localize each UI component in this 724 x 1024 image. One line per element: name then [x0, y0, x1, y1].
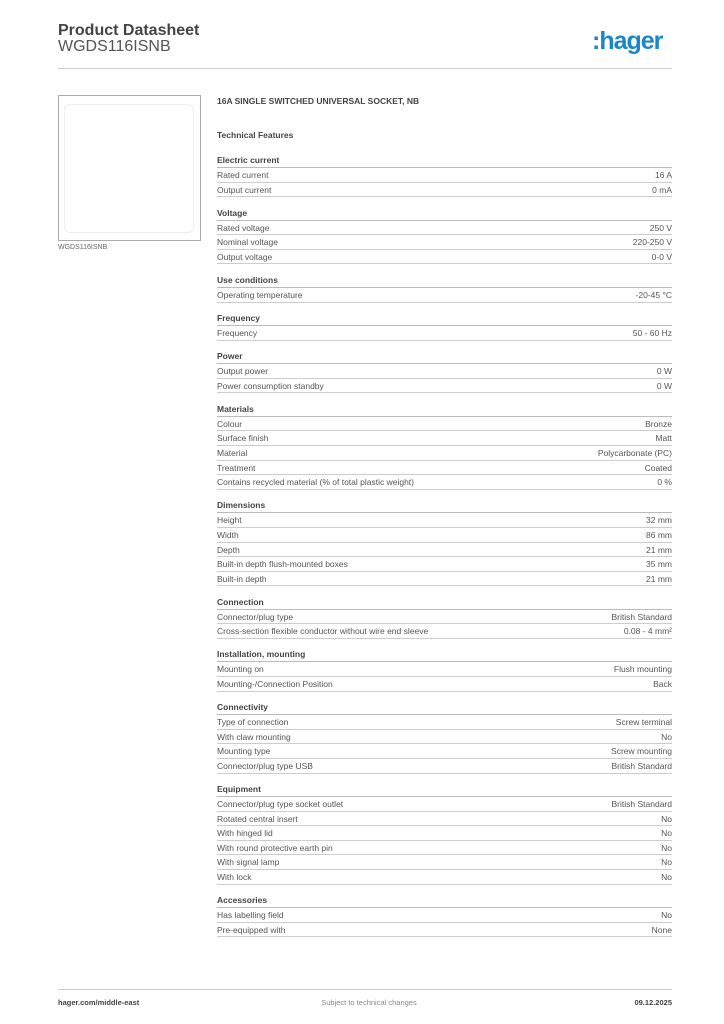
spec-label: With round protective earth pin [217, 842, 333, 853]
spec-value: British Standard [611, 760, 672, 771]
spec-value: Coated [644, 462, 672, 473]
spec-value: 220-250 V [632, 237, 672, 248]
spec-row [217, 812, 672, 827]
spec-value: Flush mounting [613, 664, 672, 675]
spec-row [217, 730, 672, 745]
spec-section [217, 312, 672, 341]
header-divider [58, 68, 672, 69]
product-name: 16A SINGLE SWITCHED UNIVERSAL SOCKET, NB [217, 96, 420, 106]
spec-row [217, 326, 672, 341]
spec-label: Material [217, 448, 248, 459]
spec-value: No [661, 872, 672, 882]
spec-section [217, 596, 672, 639]
spec-value: No [661, 731, 672, 742]
spec-sections [217, 154, 672, 937]
spec-value: 0-0 V [651, 251, 672, 262]
spec-label: Rated voltage [217, 222, 270, 233]
spec-label: Depth [217, 544, 240, 555]
spec-row [217, 610, 672, 625]
spec-value: Bronze [645, 418, 672, 429]
spec-row [217, 221, 672, 236]
spec-label: Treatment [217, 462, 256, 473]
spec-label: Power consumption standby [217, 380, 324, 391]
spec-row [217, 908, 672, 923]
spec-label: Output power [217, 366, 269, 377]
spec-label: Cross-section flexible conductor without wire end sleeve [217, 626, 429, 637]
spec-row [217, 183, 672, 198]
spec-label: Surface finish [217, 433, 269, 444]
spec-label: Output current [217, 184, 272, 195]
section-heading: Connection [217, 596, 672, 610]
spec-row [217, 461, 672, 476]
spec-row [217, 379, 672, 394]
spec-row [217, 855, 672, 870]
spec-value: British Standard [611, 611, 672, 622]
spec-section [217, 648, 672, 691]
footer-notice: Subject to technical changes [321, 998, 417, 1007]
section-heading: Voltage [217, 207, 672, 221]
spec-label: Has labelling field [217, 910, 284, 921]
spec-label: Mounting type [217, 746, 271, 757]
spec-section [217, 783, 672, 885]
spec-value: No [661, 828, 672, 839]
product-image [58, 95, 201, 241]
spec-row [217, 797, 672, 812]
spec-section [217, 499, 672, 586]
spec-row [217, 557, 672, 572]
spec-row [217, 744, 672, 759]
spec-row [217, 364, 672, 379]
section-heading: Use conditions [217, 274, 672, 288]
spec-value: Back [653, 679, 672, 690]
spec-value: Polycarbonate (PC) [597, 448, 672, 459]
spec-row [217, 624, 672, 639]
spec-value: Screw mounting [611, 746, 672, 757]
spec-value: No [661, 842, 672, 853]
section-heading: Connectivity [217, 701, 672, 715]
spec-value: 86 mm [646, 529, 672, 540]
section-heading: Electric current [217, 154, 672, 168]
spec-row [217, 431, 672, 446]
spec-value: 16 A [654, 170, 672, 180]
section-heading: Equipment [217, 783, 672, 797]
hager-logo: :hager [592, 27, 663, 55]
spec-value: 0.08 - 4 mm² [623, 626, 672, 637]
spec-value: 0 W [656, 380, 672, 391]
spec-value: 50 - 60 Hz [632, 328, 672, 339]
features-heading: Technical Features [217, 130, 294, 140]
spec-row [217, 923, 672, 938]
spec-label: With hinged lid [217, 828, 273, 839]
spec-value: No [661, 910, 672, 921]
footer-website[interactable]: hager.com/middle-east [58, 998, 140, 1007]
section-heading: Accessories [217, 894, 672, 908]
spec-label: Frequency [217, 328, 258, 339]
spec-row [217, 235, 672, 250]
spec-row [217, 759, 672, 774]
section-heading: Dimensions [217, 499, 672, 513]
spec-value: Screw terminal [615, 717, 672, 728]
spec-label: Connector/plug type [217, 611, 294, 622]
spec-value: 250 V [649, 222, 672, 233]
spec-row [217, 870, 672, 885]
spec-row [217, 841, 672, 856]
section-heading: Materials [217, 403, 672, 417]
spec-label: Connector/plug type USB [217, 760, 313, 771]
spec-section [217, 403, 672, 490]
spec-label: Rotated central insert [217, 813, 298, 824]
spec-label: Nominal voltage [217, 237, 278, 248]
spec-row [217, 446, 672, 461]
spec-label: Output voltage [217, 251, 273, 262]
spec-label: With lock [217, 872, 252, 882]
spec-row [217, 572, 672, 587]
spec-label: Mounting-/Connection Position [217, 679, 333, 690]
spec-label: Height [217, 515, 242, 526]
spec-value: Matt [655, 433, 672, 444]
spec-row [217, 288, 672, 303]
spec-row [217, 662, 672, 677]
image-caption: WGDS116ISNB [58, 244, 108, 251]
section-heading: Power [217, 350, 672, 364]
spec-row [217, 513, 672, 528]
spec-section [217, 274, 672, 303]
spec-label: Connector/plug type socket outlet [217, 799, 344, 810]
spec-label: Mounting on [217, 664, 264, 675]
spec-value: 35 mm [646, 559, 672, 570]
spec-label: Built-in depth [217, 573, 267, 584]
section-heading: Installation, mounting [217, 648, 672, 662]
spec-label: With claw mounting [217, 731, 291, 742]
spec-label: Contains recycled material (% of total plastic weight) [217, 477, 414, 488]
spec-label: Type of connection [217, 717, 289, 728]
spec-value: None [651, 924, 672, 935]
spec-value: 0 mA [652, 184, 672, 195]
spec-row [217, 528, 672, 543]
spec-content [217, 96, 672, 947]
footer-divider [58, 989, 672, 990]
spec-value: -20-45 °C [635, 289, 672, 300]
spec-value: 0 W [656, 366, 672, 377]
spec-row [217, 677, 672, 692]
section-heading: Frequency [217, 312, 672, 326]
spec-value: 21 mm [646, 573, 672, 584]
spec-row [217, 475, 672, 490]
spec-value: 21 mm [646, 544, 672, 555]
spec-section [217, 154, 672, 197]
spec-row [217, 715, 672, 730]
spec-row [217, 417, 672, 432]
spec-value: 0 % [657, 477, 672, 488]
spec-label: Pre-equipped with [217, 924, 286, 935]
spec-section [217, 207, 672, 265]
spec-section [217, 701, 672, 773]
spec-label: Width [217, 529, 239, 540]
spec-row [217, 168, 672, 183]
spec-row [217, 826, 672, 841]
spec-label: Colour [217, 418, 243, 429]
spec-label: Rated current [217, 170, 269, 180]
spec-section [217, 350, 672, 393]
product-sku: WGDS116ISNB [58, 38, 171, 55]
spec-row [217, 543, 672, 558]
spec-label: Built-in depth flush-mounted boxes [217, 559, 348, 570]
footer-date: 09.12.2025 [634, 998, 672, 1007]
spec-value: British Standard [611, 799, 672, 810]
spec-row [217, 250, 672, 265]
spec-value: No [661, 813, 672, 824]
spec-value: No [661, 857, 672, 868]
spec-section [217, 894, 672, 937]
spec-label: Operating temperature [217, 289, 303, 300]
spec-label: With signal lamp [217, 857, 280, 868]
page-title: Product Datasheet [58, 22, 200, 39]
spec-value: 32 mm [646, 515, 672, 526]
